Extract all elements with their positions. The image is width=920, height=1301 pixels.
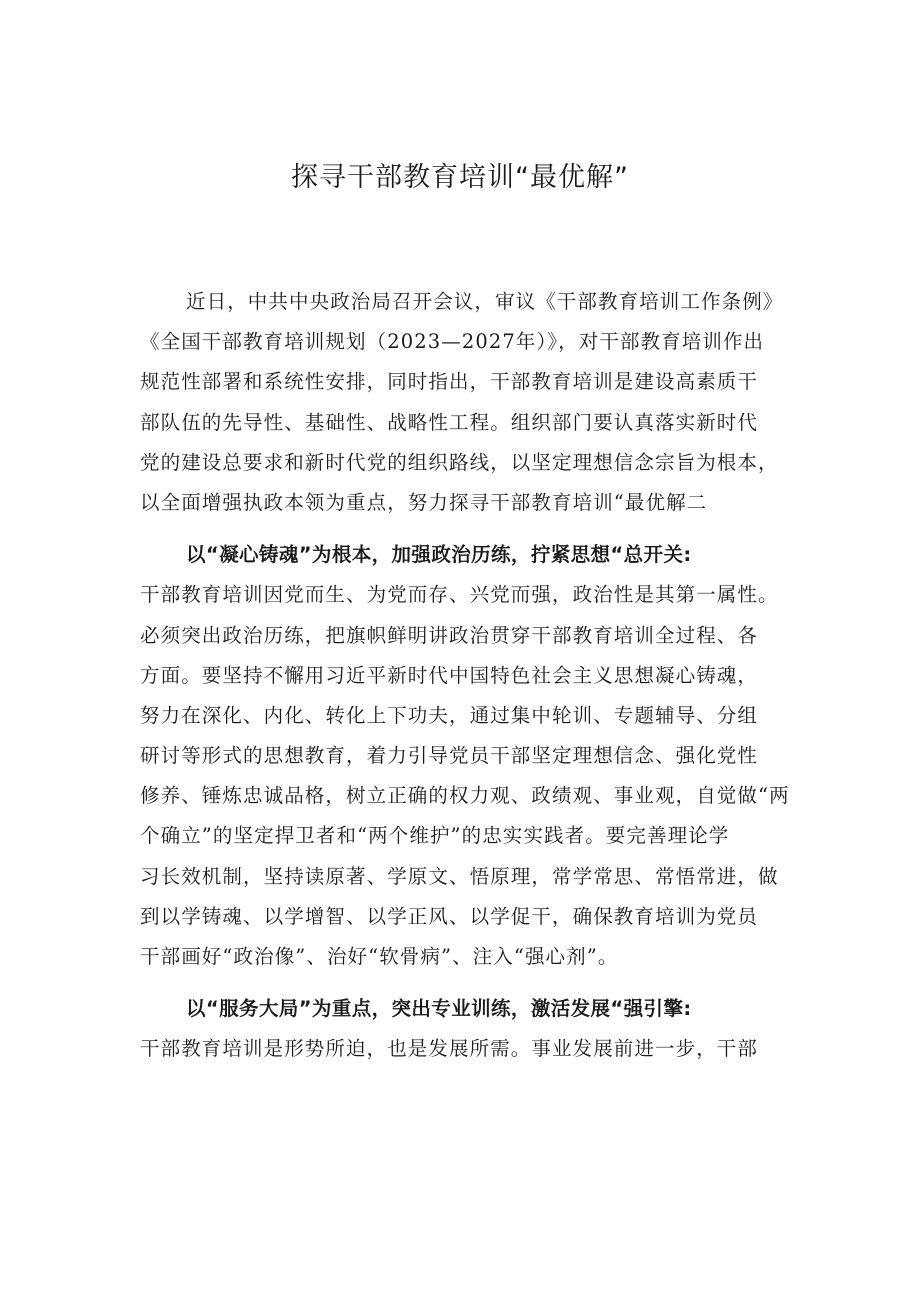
paragraph-1-line-5: 党的建设总要求和新时代党的组织路线，以坚定理想信念宗旨为根本， xyxy=(140,450,779,474)
paragraph-2-line-7: 个确立”的坚定捍卫者和“两个维护”的忠实实践者。要完善理论学 xyxy=(140,824,730,848)
document-body xyxy=(140,282,800,1070)
section-heading-1: 以“凝心铸魂”为根本，加强政治历练，拧紧思想“总开关: xyxy=(186,543,692,567)
paragraph-1-line-3: 规范性部署和系统性安排，同时指出，干部教育培训是建设高素质干 xyxy=(140,370,759,394)
paragraph-2-line-3: 方面。要坚持不懈用习近平新时代中国特色社会主义思想凝心铸魂， xyxy=(140,663,759,687)
paragraph-2-line-1: 干部教育培训因党而生、为党而存、兴党而强，政治性是其第一属性。 xyxy=(140,583,779,607)
paragraph-2-line-10: 干部画好“政治像”、治好“软骨病”、注入“强心剂”。 xyxy=(140,945,619,968)
paragraph-2-line-6: 修养、锤炼忠诚品格，树立正确的权力观、政绩观、事业观，自觉做“两 xyxy=(140,784,790,808)
paragraph-1-line-1: 近日，中共中央政治局召开会议，审议《干部教育培训工作条例》 xyxy=(186,290,784,313)
spacer xyxy=(140,977,800,989)
section-heading-2: 以“服务大局”为重点，突出专业训练，激活发展“强引擎: xyxy=(186,997,692,1021)
paragraph-1-line-6: 以全面增强执政本领为重点，努力探寻干部教育培训“最优解二 xyxy=(140,490,708,514)
paragraph-2-line-2: 必须突出政治历练，把旗帜鲜明讲政治贯穿干部教育培训全过程、各 xyxy=(140,623,759,647)
paragraph-2-line-8: 习长效机制，坚持读原著、学原文、悟原理，常学常思、常悟常进，做 xyxy=(140,864,779,888)
paragraph-1-line-2: 《全国干部教育培训规划（2023—2027年）》，对干部教育培训作出 xyxy=(140,330,765,354)
paragraph-2-line-9: 到以学铸魂、以学增智、以学正风、以学促干，确保教育培训为党员 xyxy=(140,904,759,928)
paragraph-1 xyxy=(140,282,800,523)
paragraph-2-line-4: 努力在深化、内化、转化上下功夫，通过集中轮训、专题辅导、分组 xyxy=(140,703,759,727)
document-title: 探寻干部教育培训“最优解” xyxy=(291,162,629,193)
spacer xyxy=(140,523,800,535)
paragraph-1-line-4: 部队伍的先导性、基础性、战略性工程。组织部门要认真落实新时代 xyxy=(140,410,759,434)
paragraph-2 xyxy=(140,575,800,977)
paragraph-2-line-5: 研讨等形式的思想教育，着力引导党员干部坚定理想信念、强化党性 xyxy=(140,744,759,768)
paragraph-3 xyxy=(140,1029,800,1069)
paragraph-3-line-1: 干部教育培训是形势所迫，也是发展所需。事业发展前进一步，干部 xyxy=(140,1037,759,1061)
